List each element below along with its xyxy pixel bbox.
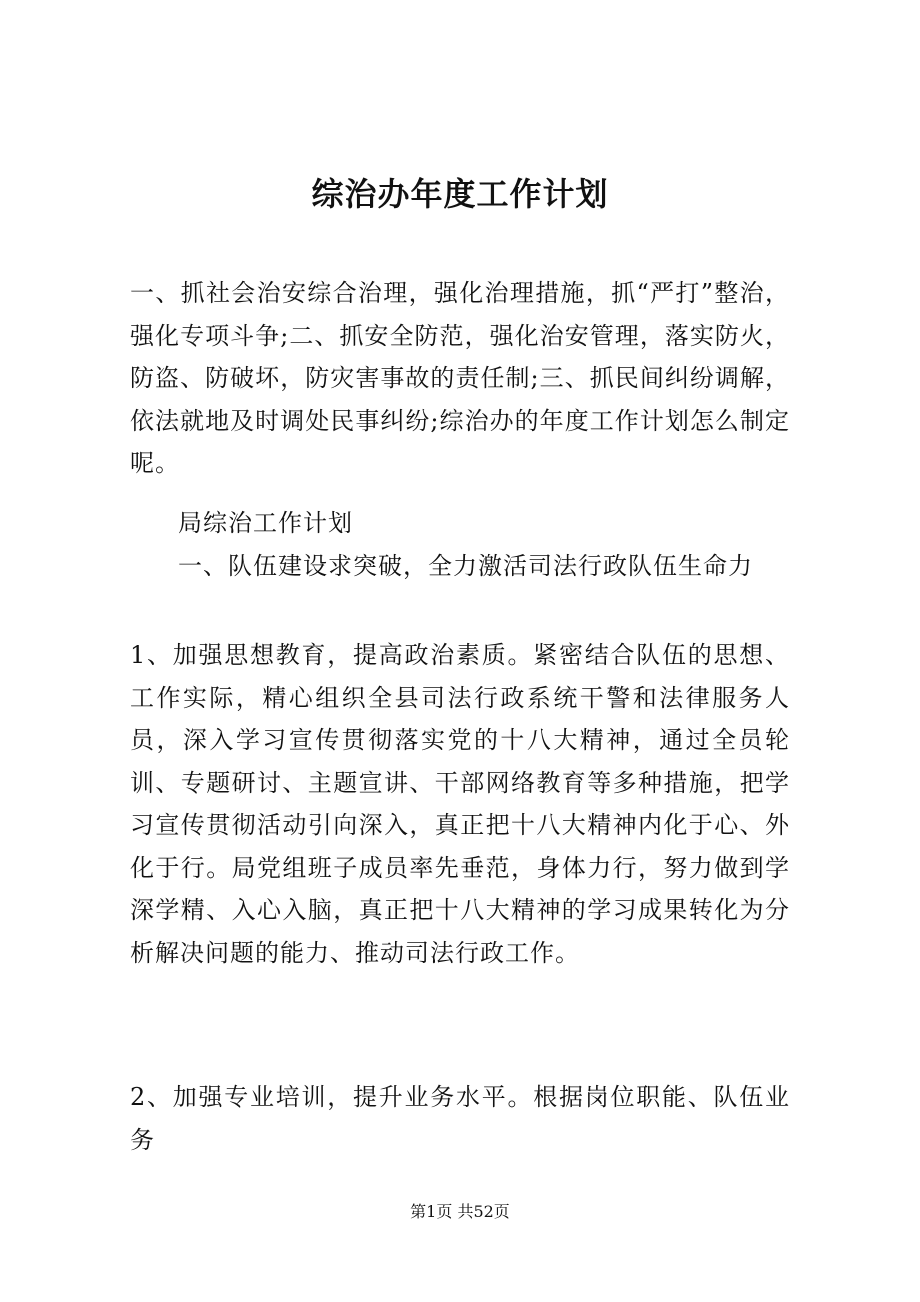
intro-paragraph: 一、抓社会治安综合治理，强化治理措施，抓“严打”整治，强化专项斗争;二、抓安全防范，强化治安管理，落实防火，防盗、防破坏，防灾害事故的责任制;三、抓民间纠纷调解，依法就地及时调处民事纠纷;综治办的年度工作计划怎么制定呢。 bbox=[130, 279, 790, 477]
subtitle-paragraph: 局综治工作计划 bbox=[178, 509, 353, 537]
page-indicator: 第1页 共52页 bbox=[410, 1202, 510, 1221]
section-heading: 一、队伍建设求突破，全力激活司法行政队伍生命力 bbox=[178, 552, 753, 580]
item-2-paragraph: 2、加强专业培训，提升业务水平。根据岗位职能、队伍业务 bbox=[130, 1083, 790, 1154]
document-title: 综治办年度工作计划 bbox=[311, 175, 609, 213]
item-1-paragraph: 1、加强思想教育，提高政治素质。紧密结合队伍的思想、工作实际，精心组织全县司法行政系统干警和法律服务人员，深入学习宣传贯彻落实党的十八大精神，通过全员轮训、专题研讨、主题宣讲、干部网络教育等多种措施，把学习宣传贯彻活动引向深入，真正把十八大精神内化于心、外化于行。局党组班子成员率先垂范，身体力行，努力做到学深学精、入心入脑，真正把十八大精神的学习成果转化为分析解决问题的能力、推动司法行政工作。 bbox=[130, 641, 790, 967]
